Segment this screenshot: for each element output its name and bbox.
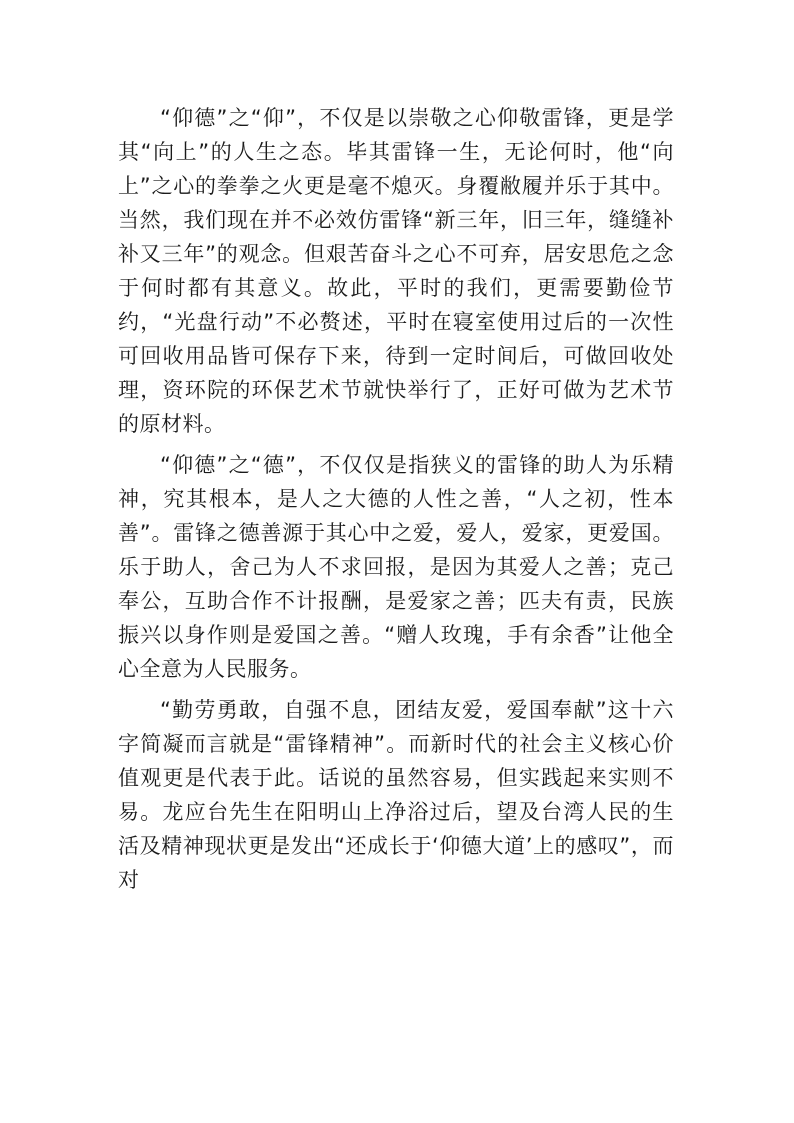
- paragraph-1: “仰德”之“仰”，不仅是以崇敬之心仰敬雷锋，更是学其“向上”的人生之态。毕其雷锋一生，无论何时，他“向上”之心的拳拳之火更是毫不熄灭。身覆敝履并乐于其中。当然，我们现在并不必效仿雷锋“新三年，旧三年，缝缝补补又三年”的观念。但艰苦奋斗之心不可弃，居安思危之念于何时都有其意义。故此，平时的我们，更需要勤俭节约，“光盘行动”不必赘述，平时在寝室使用过后的一次性可回收用品皆可保存下来，待到一定时间后，可做回收处理，资环院的环保艺术节就快举行了，正好可做为艺术节的原材料。: [118, 106, 674, 436]
- paragraph-2: “仰德”之“德”，不仅仅是指狭义的雷锋的助人为乐精神，究其根本，是人之大德的人性之善，“人之初，性本善”。雷锋之德善源于其心中之爱，爱人，爱家，更爱国。乐于助人，舍己为人不求回报，是因为其爱人之善；克己奉公，互助合作不计报酬，是爱家之善；匹夫有责，民族振兴以身作则是爱国之善。“赠人玫瑰，手有余香”让他全心全意为人民服务。: [118, 453, 674, 681]
- paragraph-3: “勤劳勇敢，自强不息，团结友爱，爱国奉献”这十六字简凝而言就是“雷锋精神”。而新时代的社会主义核心价值观更是代表于此。话说的虽然容易，但实践起来实则不易。龙应台先生在阳明山上净浴过后，望及台湾人民的生活及精神现状更是发出“还成长于‘仰德大道’上的感叹”，而对: [118, 698, 674, 892]
- body-text: [118, 101, 674, 897]
